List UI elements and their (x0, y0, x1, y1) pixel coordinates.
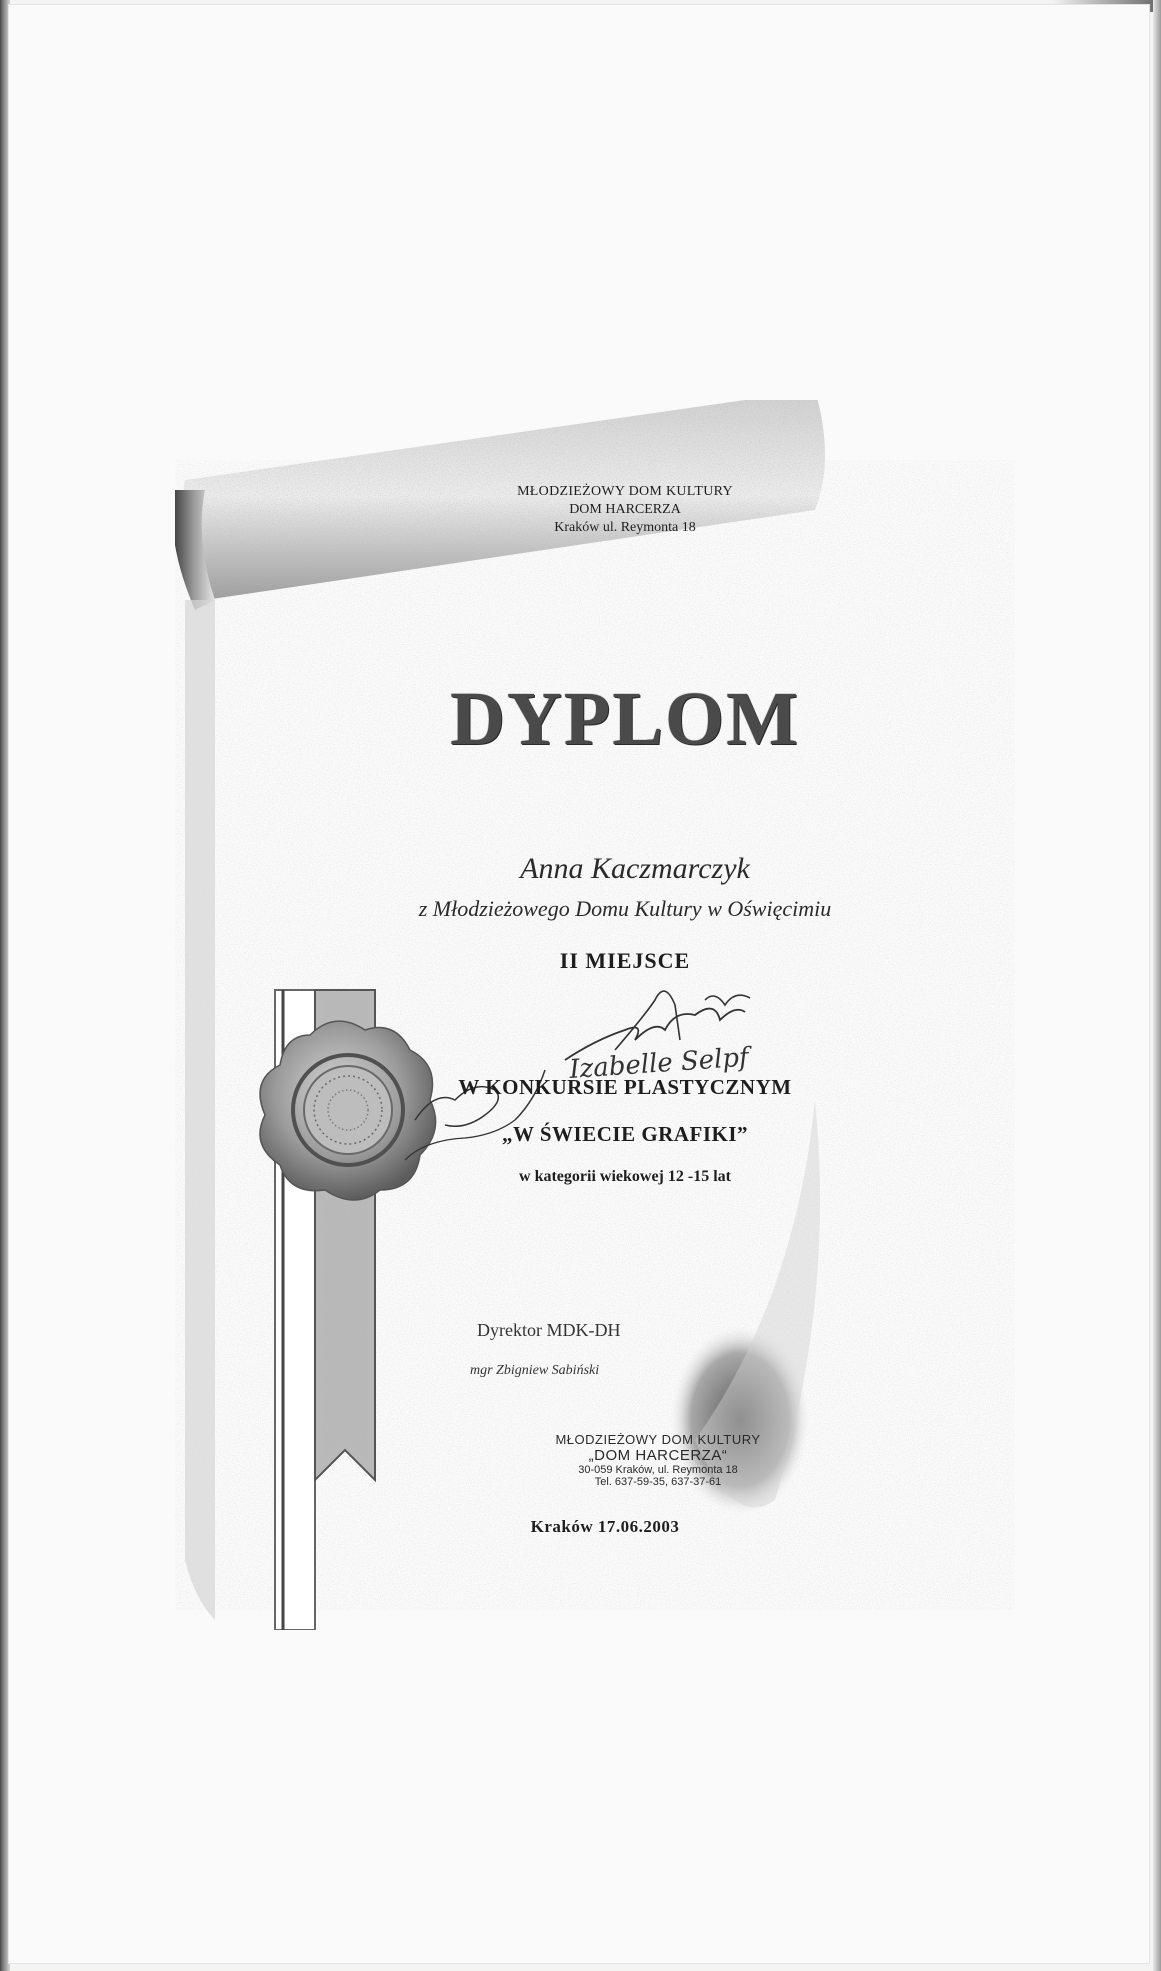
signature-2: Izabelle Selpf (568, 1042, 750, 1085)
director-name: mgr Zbigniew Sabiński (470, 1363, 600, 1378)
age-category: w kategorii wiekowej 12 -15 lat (519, 1168, 731, 1185)
diploma (175, 400, 1015, 1630)
issue-date: Kraków 17.06.2003 (530, 1517, 680, 1536)
stamp-line-2: „DOM HARCERZA“ (588, 1447, 728, 1464)
award-place: II MIEJSCE (559, 948, 691, 973)
director-title: Dyrektor MDK-DH (477, 1320, 621, 1340)
recipient-institution: z Młodzieżowego Domu Kultury w Oświęcimiu (418, 896, 832, 921)
recipient-name: Anna Kaczmarczyk (520, 852, 750, 885)
institution-stamp (493, 1432, 823, 1488)
organization-address: Kraków ul. Reymonta 18 (554, 520, 696, 535)
scanned-page (8, 4, 1150, 1964)
contest-label: W KONKURSIE PLASTYCZNYM (458, 1075, 792, 1099)
stamp-line-4: Tel. 637-59-35, 637-37-61 (594, 1476, 722, 1488)
stamp-line-3: 30-059 Kraków, ul. Reymonta 18 (578, 1464, 738, 1476)
diploma-title: DYPLOM (450, 677, 800, 761)
stamp-line-1: MŁODZIEŻOWY DOM KULTURY (555, 1432, 761, 1447)
scan-right-edge (1153, 0, 1161, 1971)
contest-name: „W ŚWIECIE GRAFIKI” (502, 1122, 748, 1146)
organization-subname: DOM HARCERZA (569, 502, 681, 517)
organization-name: MŁODZIEŻOWY DOM KULTURY (517, 484, 733, 499)
